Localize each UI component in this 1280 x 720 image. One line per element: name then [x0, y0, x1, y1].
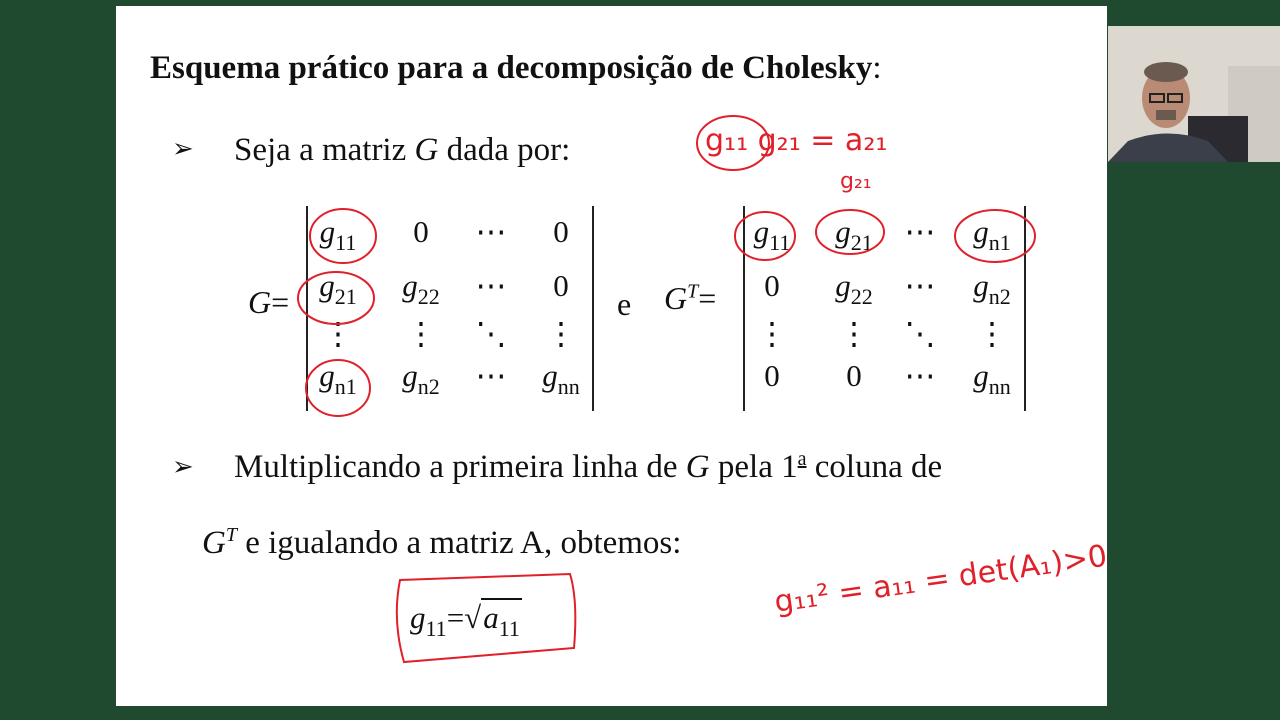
matrix-g-label: G=: [248, 284, 290, 320]
bullet-1: Seja a matriz G dada por:: [234, 132, 571, 168]
presenter-webcam: [1108, 26, 1280, 162]
slide-title: Esquema prático para a decomposição de Cholesky:: [150, 50, 882, 86]
matrix-g-cell: 0: [553, 268, 569, 303]
bullet-arrow-icon: ➢: [172, 452, 194, 481]
matrix-gt-cell: ⋮: [976, 316, 1008, 351]
matrix-gt-cell: 0: [764, 268, 780, 303]
matrix-g-cell: $g_{22}$: [402, 268, 440, 309]
annotation-top1: g₁₁ g₂₁ = a₂₁: [705, 123, 888, 158]
matrix-gt-label: $G^T=$: [664, 280, 717, 316]
matrix-g-cell: ⋮: [322, 316, 354, 351]
matrix-gt-cell: ⋮: [756, 316, 788, 351]
matrix-g-cell: ⋮: [545, 316, 577, 351]
matrix-gt-cell: $g_{n1}$: [973, 214, 1011, 255]
matrix-g-cell: ⋯: [475, 214, 507, 249]
slide: [116, 6, 1110, 706]
matrix-g-cell: 0: [413, 214, 429, 249]
connector-e: e: [617, 286, 632, 322]
bullet-arrow-icon: ➢: [172, 134, 194, 163]
matrix-g-cell: ⋱: [475, 316, 507, 351]
matrix-gt-cell: 0: [764, 358, 780, 393]
bullet-2-continued: $G^T$ e igualando a matriz A, obtemos:: [202, 524, 682, 561]
matrix-g-cell: $g_{nn}$: [542, 358, 580, 399]
bullet-2: Multiplicando a primeira linha de G pela 1$^a$ coluna de: [234, 448, 943, 485]
annotation-bottom: g₁₁² = a₁₁ = det(A₁)>0: [772, 538, 1110, 620]
matrix-g-cell: 0: [553, 214, 569, 249]
matrix-g-cell: $g_{n1}$: [319, 358, 357, 399]
matrix-g-cell: $g_{11}$: [319, 214, 357, 255]
matrix-g-cell: $g_{n2}$: [402, 358, 440, 399]
matrix-gt-cell: ⋯: [904, 358, 936, 393]
matrix-gt-cell: $g_{nn}$: [973, 358, 1011, 399]
matrix-gt-cell: ⋯: [904, 214, 936, 249]
matrix-gt-cell: $g_{21}$: [835, 214, 873, 255]
matrix-gt-cell: $g_{22}$: [835, 268, 873, 309]
annotation-top2: g₂₁: [840, 169, 872, 194]
result-equation: $g_{11}=√a_{11}$: [410, 600, 520, 641]
matrix-gt-cell: $g_{11}$: [753, 214, 791, 255]
matrix-gt-cell: $g_{n2}$: [973, 268, 1011, 309]
presenter-video-icon: [1108, 26, 1280, 162]
matrix-gt-cell: ⋱: [904, 316, 936, 351]
matrix-g-cell: ⋯: [475, 358, 507, 393]
matrix-gt-cell: ⋯: [904, 268, 936, 303]
matrix-gt-cell: 0: [846, 358, 862, 393]
matrix-g-cell: ⋮: [405, 316, 437, 351]
matrix-gt-cell: ⋮: [838, 316, 870, 351]
matrix-g-cell: $g_{21}$: [319, 268, 357, 309]
matrix-g-cell: ⋯: [475, 268, 507, 303]
